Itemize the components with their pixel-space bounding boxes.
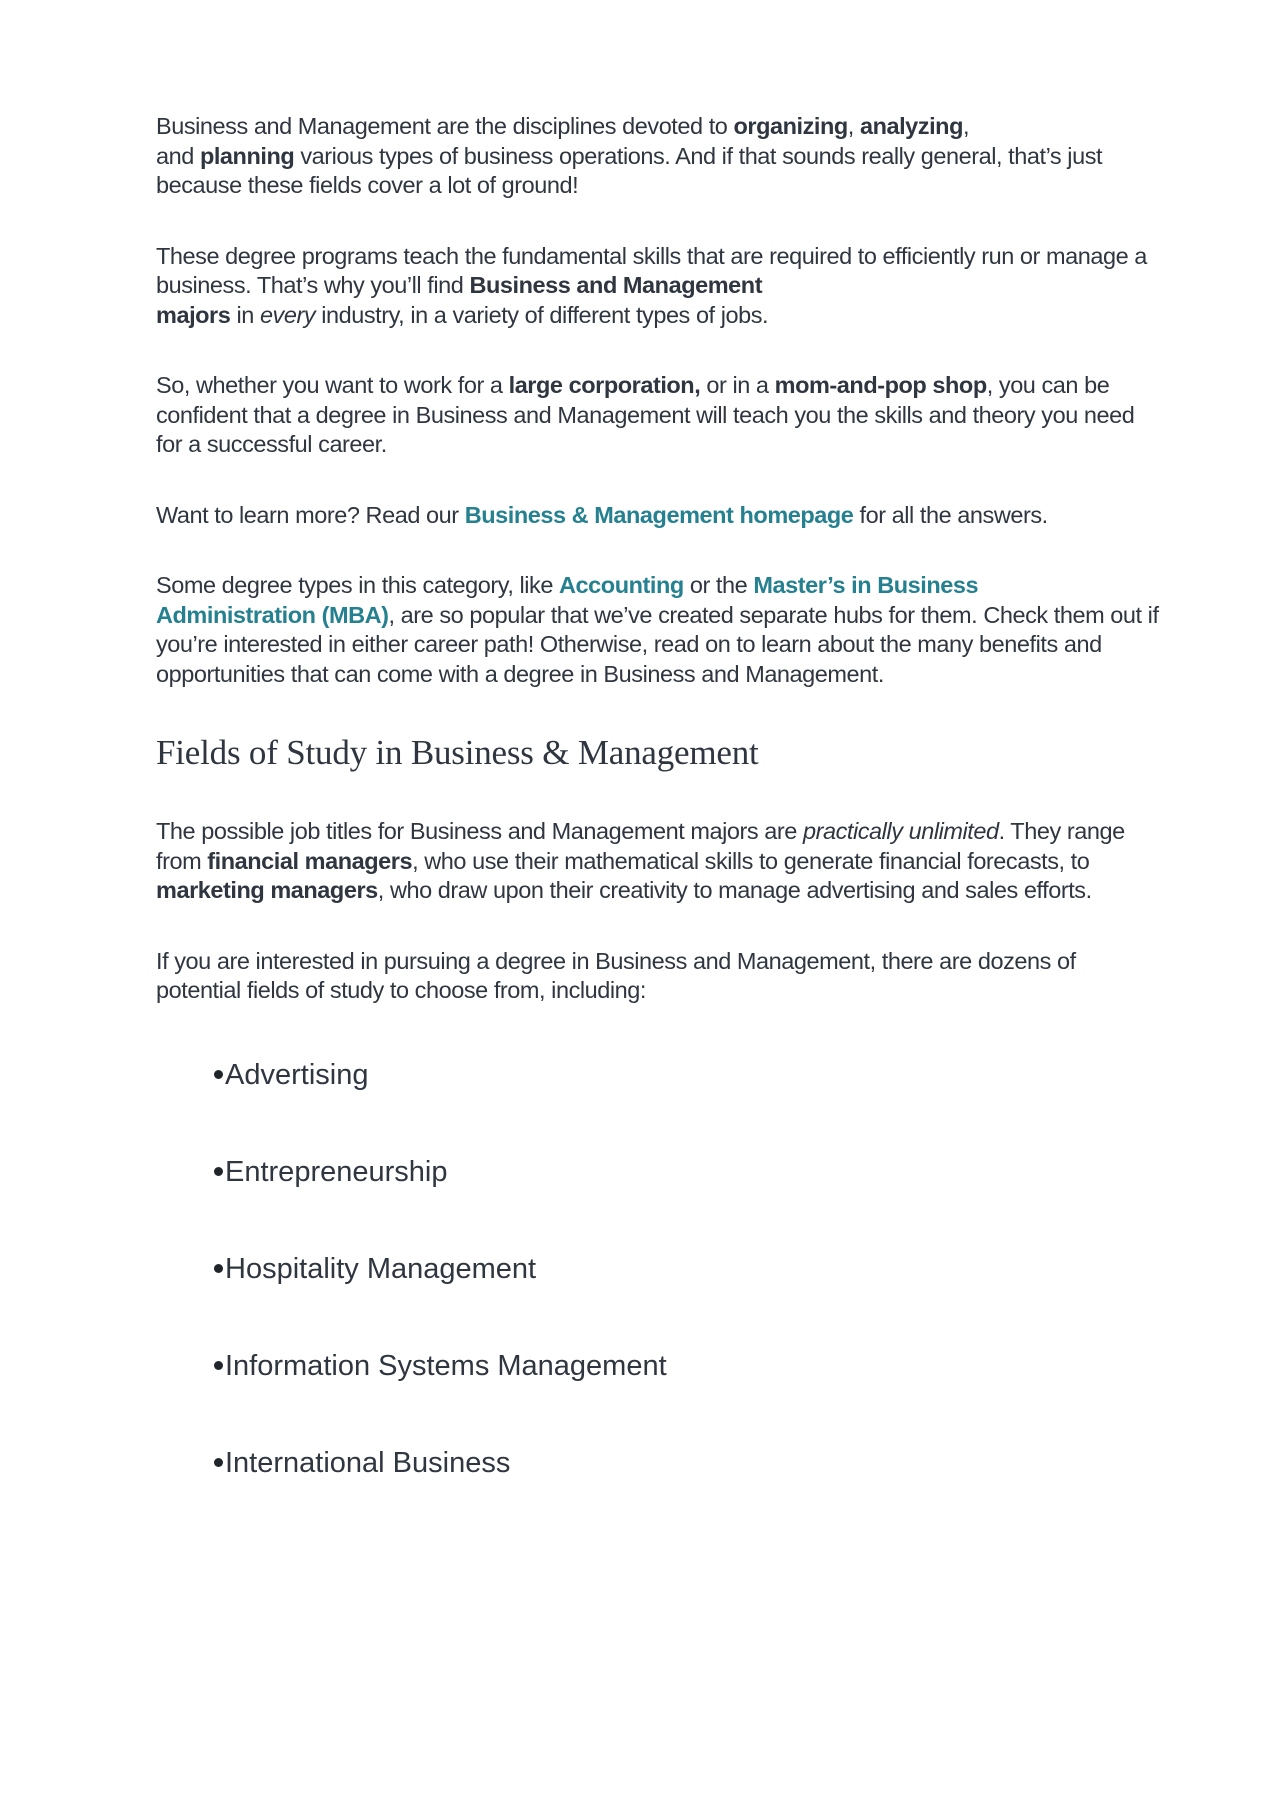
- bold-large-corporation: large corporation,: [508, 372, 701, 398]
- paragraph-job-titles: The possible job titles for Business and Management majors are practically unlimited. They range from financial managers, who use their mathematical skills to generate financial forecasts, to marketing managers, who draw upon their creativity to manage advertising and sales efforts.: [156, 818, 1125, 903]
- bold-analyzing: analyzing: [859, 113, 963, 139]
- paragraph-degree-types: Some degree types in this category, like Accounting or the Master’s in Business Administration (MBA), are so popular that we’ve created separate hubs for them. Check them out if you’re interested in either career path! Otherwise, read on to learn about the many benefits and opportunities that can come with a degree in Business and Management.: [156, 572, 1159, 687]
- italic-every: every: [259, 301, 316, 328]
- paragraph-degree-programs: These degree programs teach the fundamental skills that are required to efficiently run or manage a business. That’s why you’ll find Business and Management majors in every industry, in a variety of different types of jobs.: [156, 242, 1147, 328]
- paragraph-learn-more: Want to learn more? Read our Business & Management homepage for all the answers.: [156, 501, 1048, 528]
- list-item: Hospitality Management: [214, 1252, 1166, 1286]
- bold-organizing: organizing: [733, 113, 848, 139]
- mba-link[interactable]: Master’s in Business Administration (MBA): [156, 572, 979, 628]
- bullet-icon: [214, 1361, 223, 1370]
- bullet-icon: [214, 1070, 223, 1079]
- paragraph-fields-intro: If you are interested in pursuing a degree in Business and Management, there are dozens of potential fields of study to choose from, including:: [156, 947, 1076, 1003]
- bold-marketing-managers: marketing managers: [156, 877, 378, 903]
- bold-financial-managers: financial managers: [207, 847, 413, 874]
- paragraph-intro: Business and Management are the disciplines devoted to organizing, analyzing, and planning various types of business operations. And if that sounds really general, that’s just because these fields cover a lot of ground!: [156, 113, 1103, 198]
- list-item: International Business: [214, 1446, 1166, 1480]
- bullet-icon: [214, 1167, 223, 1176]
- bold-mom-and-pop-shop: mom-and-pop shop: [774, 372, 987, 398]
- italic-practically-unlimited: practically unlimited: [802, 818, 999, 844]
- bold-planning: planning: [199, 142, 295, 169]
- accounting-link[interactable]: Accounting: [559, 572, 684, 598]
- list-item: Entrepreneurship: [214, 1155, 1166, 1189]
- paragraph-career: So, whether you want to work for a large corporation, or in a mom-and-pop shop, you can be confident that a degree in Business and Management will teach you the skills and theory you need for a successful career.: [156, 372, 1135, 457]
- fields-list: [156, 1058, 1166, 1480]
- list-item: Advertising: [214, 1058, 1166, 1092]
- business-management-homepage-link[interactable]: Business & Management homepage: [464, 501, 854, 528]
- bold-business-and-management: Business and Management: [469, 272, 763, 298]
- bullet-icon: [214, 1458, 223, 1467]
- list-item: Information Systems Management: [214, 1349, 1166, 1383]
- bold-majors: majors: [156, 301, 231, 328]
- bullet-icon: [214, 1264, 223, 1273]
- document-page: [156, 112, 1166, 1480]
- section-heading: Fields of Study in Business & Management: [156, 733, 759, 772]
